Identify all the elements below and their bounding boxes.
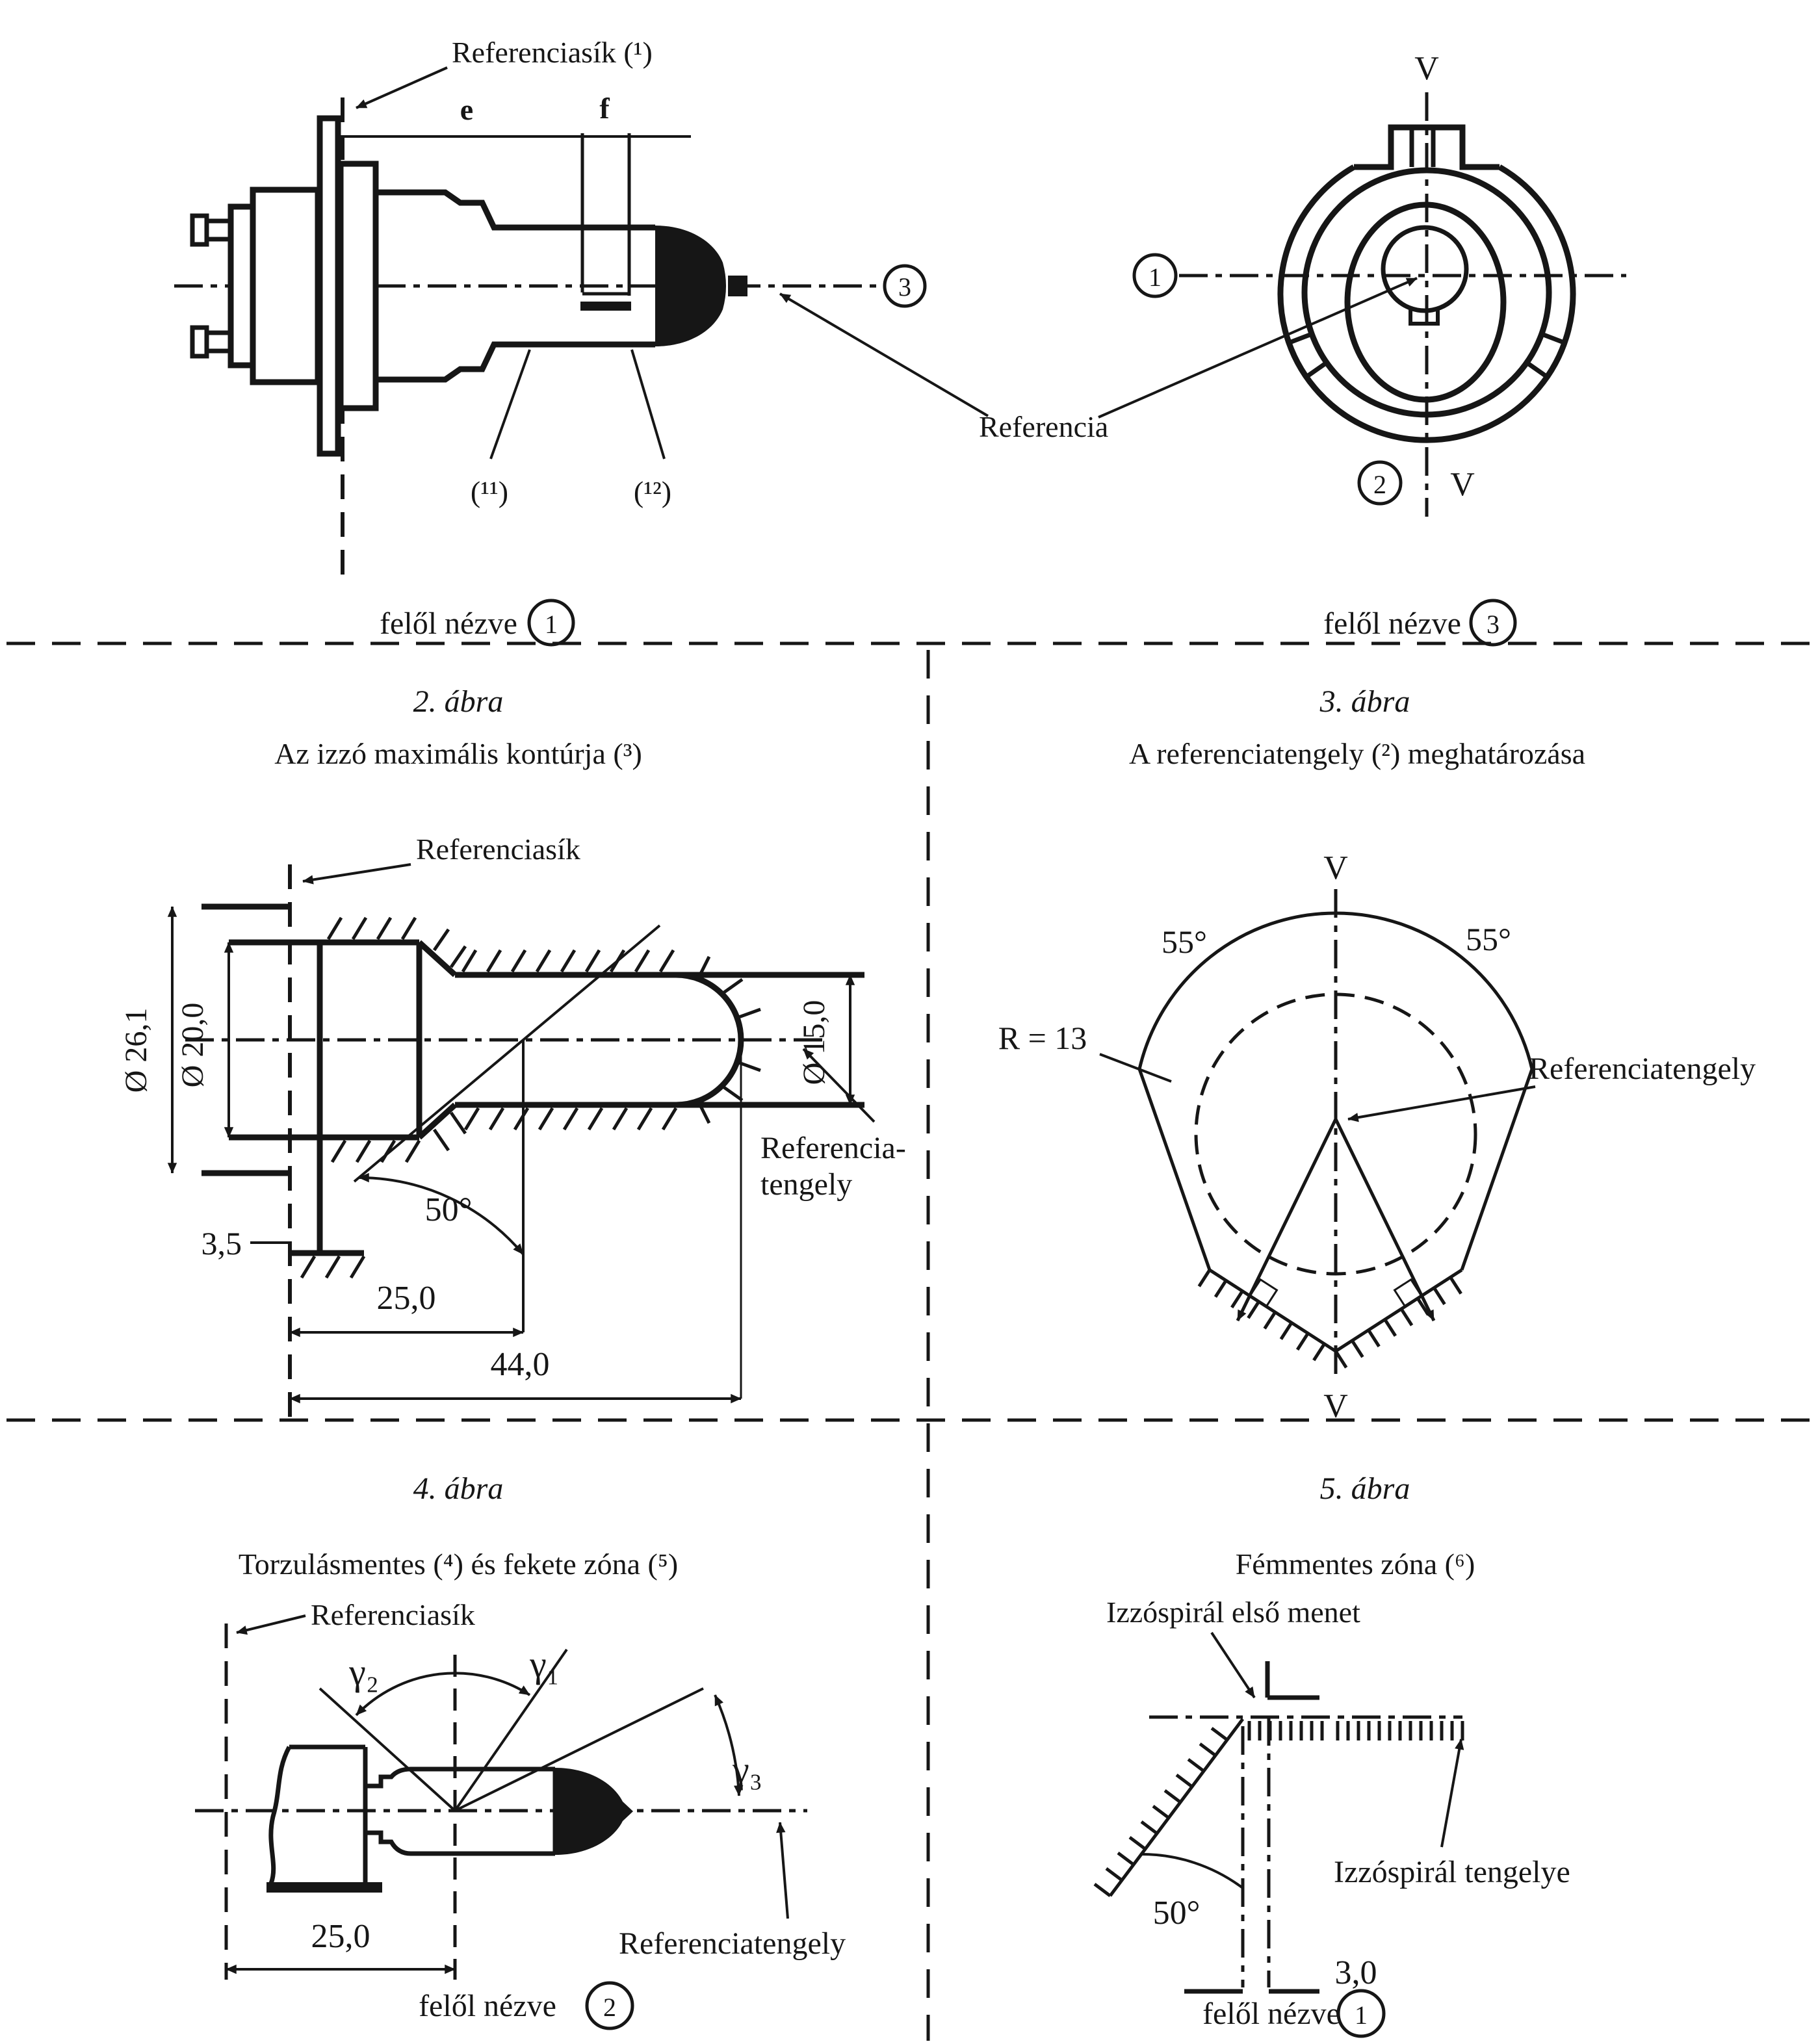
dim-3-0-label: 3,0 — [1334, 1954, 1377, 1991]
caption-text: felől nézve — [1202, 1997, 1340, 2031]
figure-5-metal-free-zone — [1095, 1471, 1570, 2036]
svg-text:Referenciatengely: Referenciatengely — [1529, 1052, 1756, 1086]
svg-text:3,5: 3,5 — [201, 1225, 242, 1261]
svg-text:Ø 26,1: Ø 26,1 — [119, 1007, 153, 1093]
zone-boundary-diagonal — [1110, 1719, 1243, 1896]
filament-reference-lines — [580, 133, 631, 311]
spiral-axis-hatching — [1249, 1721, 1462, 1740]
reference-plane-label: Referenciasík — [311, 1598, 475, 1631]
figure-5-title: 5. ábra — [1319, 1471, 1410, 1506]
spiral-axis-callout — [1334, 1739, 1570, 1889]
svg-text:44,0: 44,0 — [490, 1346, 550, 1383]
reference-axis-callout — [1348, 1052, 1756, 1119]
v-bottom-label: V — [1450, 466, 1475, 503]
figure-2-title: 2. ábra — [413, 684, 504, 719]
svg-text:3: 3 — [898, 272, 911, 302]
note-12-label: (¹²) — [633, 475, 672, 508]
caption-number: 2 — [603, 1993, 616, 2022]
black-zone-tip — [555, 1768, 633, 1855]
svg-text:25,0: 25,0 — [376, 1280, 436, 1317]
figure-3-subtitle: A referenciatengely (²) meghatározása — [1128, 737, 1586, 770]
gamma-1-label: γ₁ — [530, 1643, 560, 1685]
first-turn-bracket — [1267, 1661, 1319, 1698]
angle-55-left: 55° — [1162, 924, 1207, 960]
referencia-leader-left — [780, 294, 988, 416]
svg-text:2: 2 — [1373, 470, 1386, 499]
figure-5-subtitle: Fémmentes zóna (⁶) — [1235, 1547, 1475, 1581]
figure-3-title: 3. ábra — [1319, 684, 1410, 719]
figure-4-distortion-black-zone — [195, 1471, 846, 2028]
reference-axis-callout — [619, 1822, 846, 1961]
v-top-label: V — [1323, 849, 1348, 886]
flange-bottom-bar — [266, 1882, 382, 1893]
caption-text: felől nézve — [1323, 606, 1461, 641]
figure-1-side-view — [174, 36, 925, 645]
angle-50-arc — [1141, 1854, 1243, 1888]
reference-plane-label: Referenciasík (¹) — [452, 36, 653, 69]
reference-plane-leader — [237, 1616, 305, 1633]
caption-text: felől nézve — [380, 606, 517, 641]
dim-f-label: f — [599, 92, 610, 125]
center-bore-circle — [1383, 227, 1466, 311]
svg-text:tengely: tengely — [760, 1167, 853, 1202]
first-turn-leader — [1212, 1633, 1254, 1698]
caption-number: 3 — [1487, 610, 1500, 639]
bulb-black-tip — [655, 226, 726, 346]
axis-direction-badge — [885, 266, 925, 306]
note-11-leader — [491, 350, 530, 459]
svg-text:Referencia-: Referencia- — [760, 1131, 906, 1165]
svg-text:25,0: 25,0 — [311, 1918, 370, 1955]
diagonal-hatching — [1095, 1728, 1227, 1896]
dim-25 — [226, 1918, 455, 1969]
angle-50-label: 50° — [424, 1191, 473, 1228]
angle-50-label: 50° — [1152, 1895, 1201, 1932]
panel-dividers — [6, 643, 1813, 2041]
bulb-drawing — [266, 1747, 633, 1893]
figure-2-max-contour — [119, 684, 906, 1417]
contour-hatching — [302, 918, 766, 1278]
direction-2-badge — [1359, 462, 1401, 504]
svg-text:Referenciatengely: Referenciatengely — [619, 1926, 846, 1961]
svg-text:R = 13: R = 13 — [998, 1020, 1087, 1056]
first-turn-label: Izzóspirál első menet — [1106, 1596, 1360, 1629]
dim-25 — [290, 1280, 523, 1332]
direction-1-badge — [1134, 255, 1176, 296]
gamma-2-label: γ₂ — [349, 1651, 379, 1693]
reference-plane-leader — [303, 864, 411, 881]
filament-bar — [580, 302, 631, 311]
svg-text:Izzóspirál tengelye: Izzóspirál tengelye — [1334, 1855, 1570, 1889]
v-bottom-label: V — [1323, 1388, 1348, 1425]
gamma-3-label: γ₃ — [733, 1748, 762, 1791]
caption-text: felől nézve — [419, 1989, 556, 2023]
figure-1-front-view — [780, 50, 1626, 645]
figure-2-subtitle: Az izzó maximális kontúrja (³) — [274, 737, 642, 770]
svg-text:Ø 20,0: Ø 20,0 — [175, 1002, 210, 1088]
caption-number: 1 — [545, 610, 558, 639]
dim-44 — [290, 1042, 741, 1399]
svg-text:Ø 15,0: Ø 15,0 — [797, 1000, 831, 1085]
dia-26-dimension — [119, 907, 172, 1173]
dim-3-5 — [201, 1225, 291, 1261]
figure-4-caption — [419, 1983, 632, 2028]
figure-4-title: 4. ábra — [413, 1471, 504, 1506]
referencia-leader-right — [1098, 278, 1417, 417]
referencia-label: Referencia — [979, 410, 1109, 443]
figure-3-reference-axis-definition — [998, 684, 1756, 1425]
dia-20-dimension — [175, 942, 229, 1137]
figure-1-side-caption — [380, 601, 573, 645]
reference-plane-leader — [356, 68, 447, 108]
dim-e-label: e — [460, 93, 474, 126]
angle-55-right: 55° — [1466, 921, 1511, 957]
v-top-label: V — [1414, 50, 1439, 87]
note-11-label: (¹¹) — [470, 475, 509, 508]
figure-4-subtitle: Torzulásmentes (⁴) és fekete zóna (⁵) — [238, 1547, 679, 1581]
bulb-socket — [231, 118, 376, 454]
dia-15-dimension — [797, 975, 850, 1105]
bulb-tip-nub — [728, 276, 747, 296]
note-12-leader — [632, 350, 664, 459]
gamma-angle-construction — [320, 1643, 762, 1811]
reference-plane-label: Referenciasík — [416, 833, 580, 866]
caption-number: 1 — [1355, 2000, 1368, 2030]
figure-5-caption — [1202, 1991, 1384, 2036]
svg-text:1: 1 — [1149, 263, 1162, 292]
reference-axis-callout — [760, 1049, 906, 1202]
figure-1-front-caption — [1323, 601, 1515, 645]
